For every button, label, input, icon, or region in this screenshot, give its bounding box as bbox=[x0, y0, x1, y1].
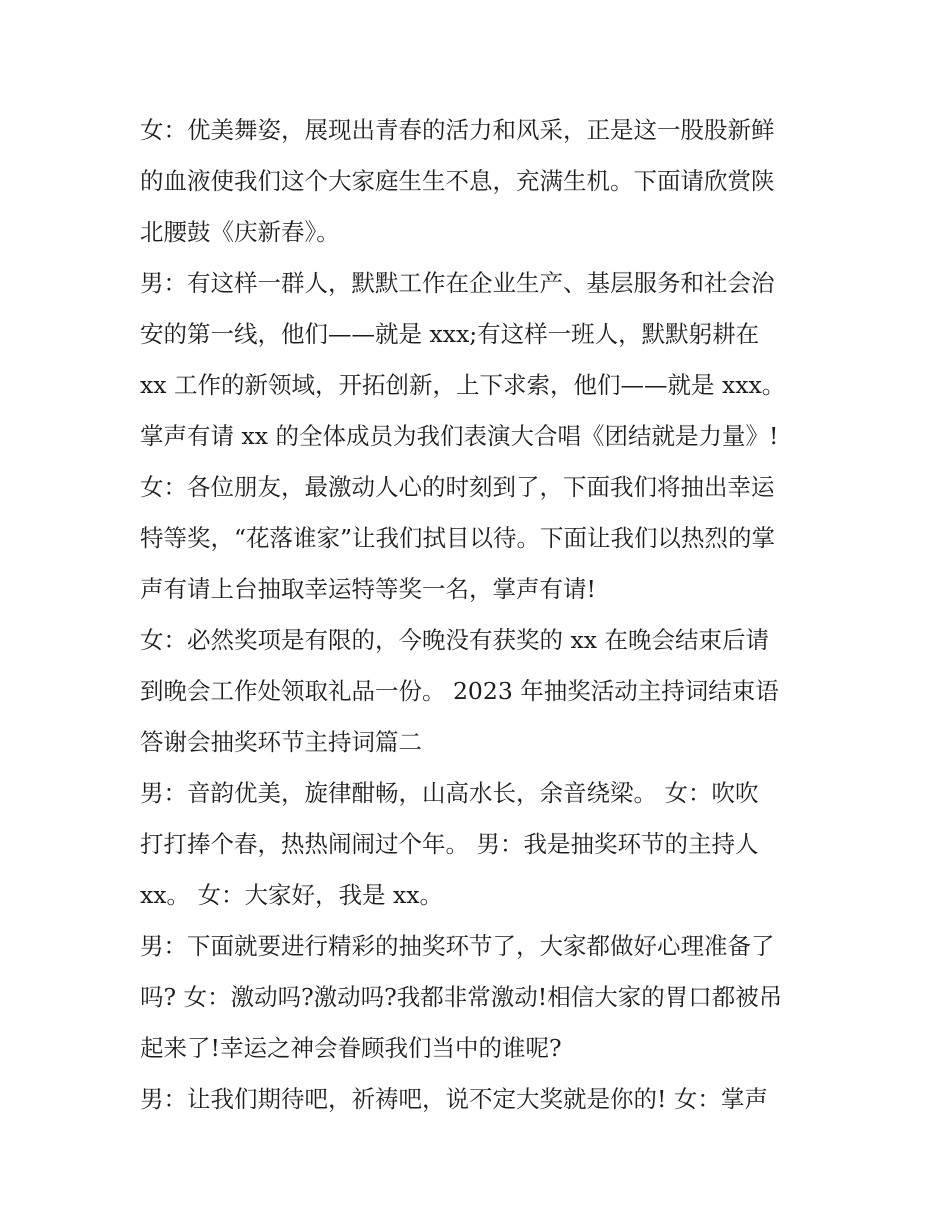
text-line: 男：音韵优美，旋律酣畅，山高水长，余音绕梁。 女：吹吹 bbox=[140, 779, 759, 807]
text-line: xx 工作的新领域，开拓创新，上下求索，他们——就是 xxx。 bbox=[140, 371, 786, 399]
text-line: 的血液使我们这个大家庭生生不息，充满生机。下面请欣赏陕 bbox=[140, 167, 775, 195]
text-line: 男：下面就要进行精彩的抽奖环节了，大家都做好心理准备了 bbox=[140, 932, 775, 960]
text-line: 打打捧个春，热热闹闹过个年。 男：我是抽奖环节的主持人 bbox=[140, 830, 759, 858]
text-line: 男：让我们期待吧，祈祷吧，说不定大奖就是你的! 女：掌声 bbox=[140, 1085, 768, 1113]
text-line: 答谢会抽奖环节主持词篇二 bbox=[140, 728, 422, 756]
text-line: 北腰鼓《庆新春》。 bbox=[140, 218, 340, 246]
text-line: 吗? 女：激动吗?激动吗?我都非常激动!相信大家的胃口都被吊 bbox=[140, 983, 783, 1011]
text-line: 女：必然奖项是有限的，今晚没有获奖的 xx 在晚会结束后请 bbox=[140, 626, 769, 654]
text-line: 特等奖，“花落谁家”让我们拭目以待。下面让我们以热烈的掌 bbox=[140, 524, 776, 552]
text-line: 女：优美舞姿，展现出青春的活力和风采，正是这一股股新鲜 bbox=[140, 116, 775, 144]
text-line: 掌声有请 xx 的全体成员为我们表演大合唱《团结就是力量》! bbox=[140, 422, 779, 450]
text-line: 安的第一线，他们——就是 xxx;有这样一班人，默默躬耕在 bbox=[140, 320, 760, 348]
text-line: 男：有这样一群人，默默工作在企业生产、基层服务和社会治 bbox=[140, 269, 775, 297]
text-line: 声有请上台抽取幸运特等奖一名，掌声有请! bbox=[140, 575, 596, 603]
text-line: 到晚会工作处领取礼品一份。 2023 年抽奖活动主持词结束语 bbox=[140, 677, 779, 705]
text-line: xx。 女：大家好，我是 xx。 bbox=[140, 881, 443, 909]
text-line: 起来了!幸运之神会眷顾我们当中的谁呢? bbox=[140, 1034, 562, 1062]
text-line: 女：各位朋友，最激动人心的时刻到了，下面我们将抽出幸运 bbox=[140, 473, 775, 501]
